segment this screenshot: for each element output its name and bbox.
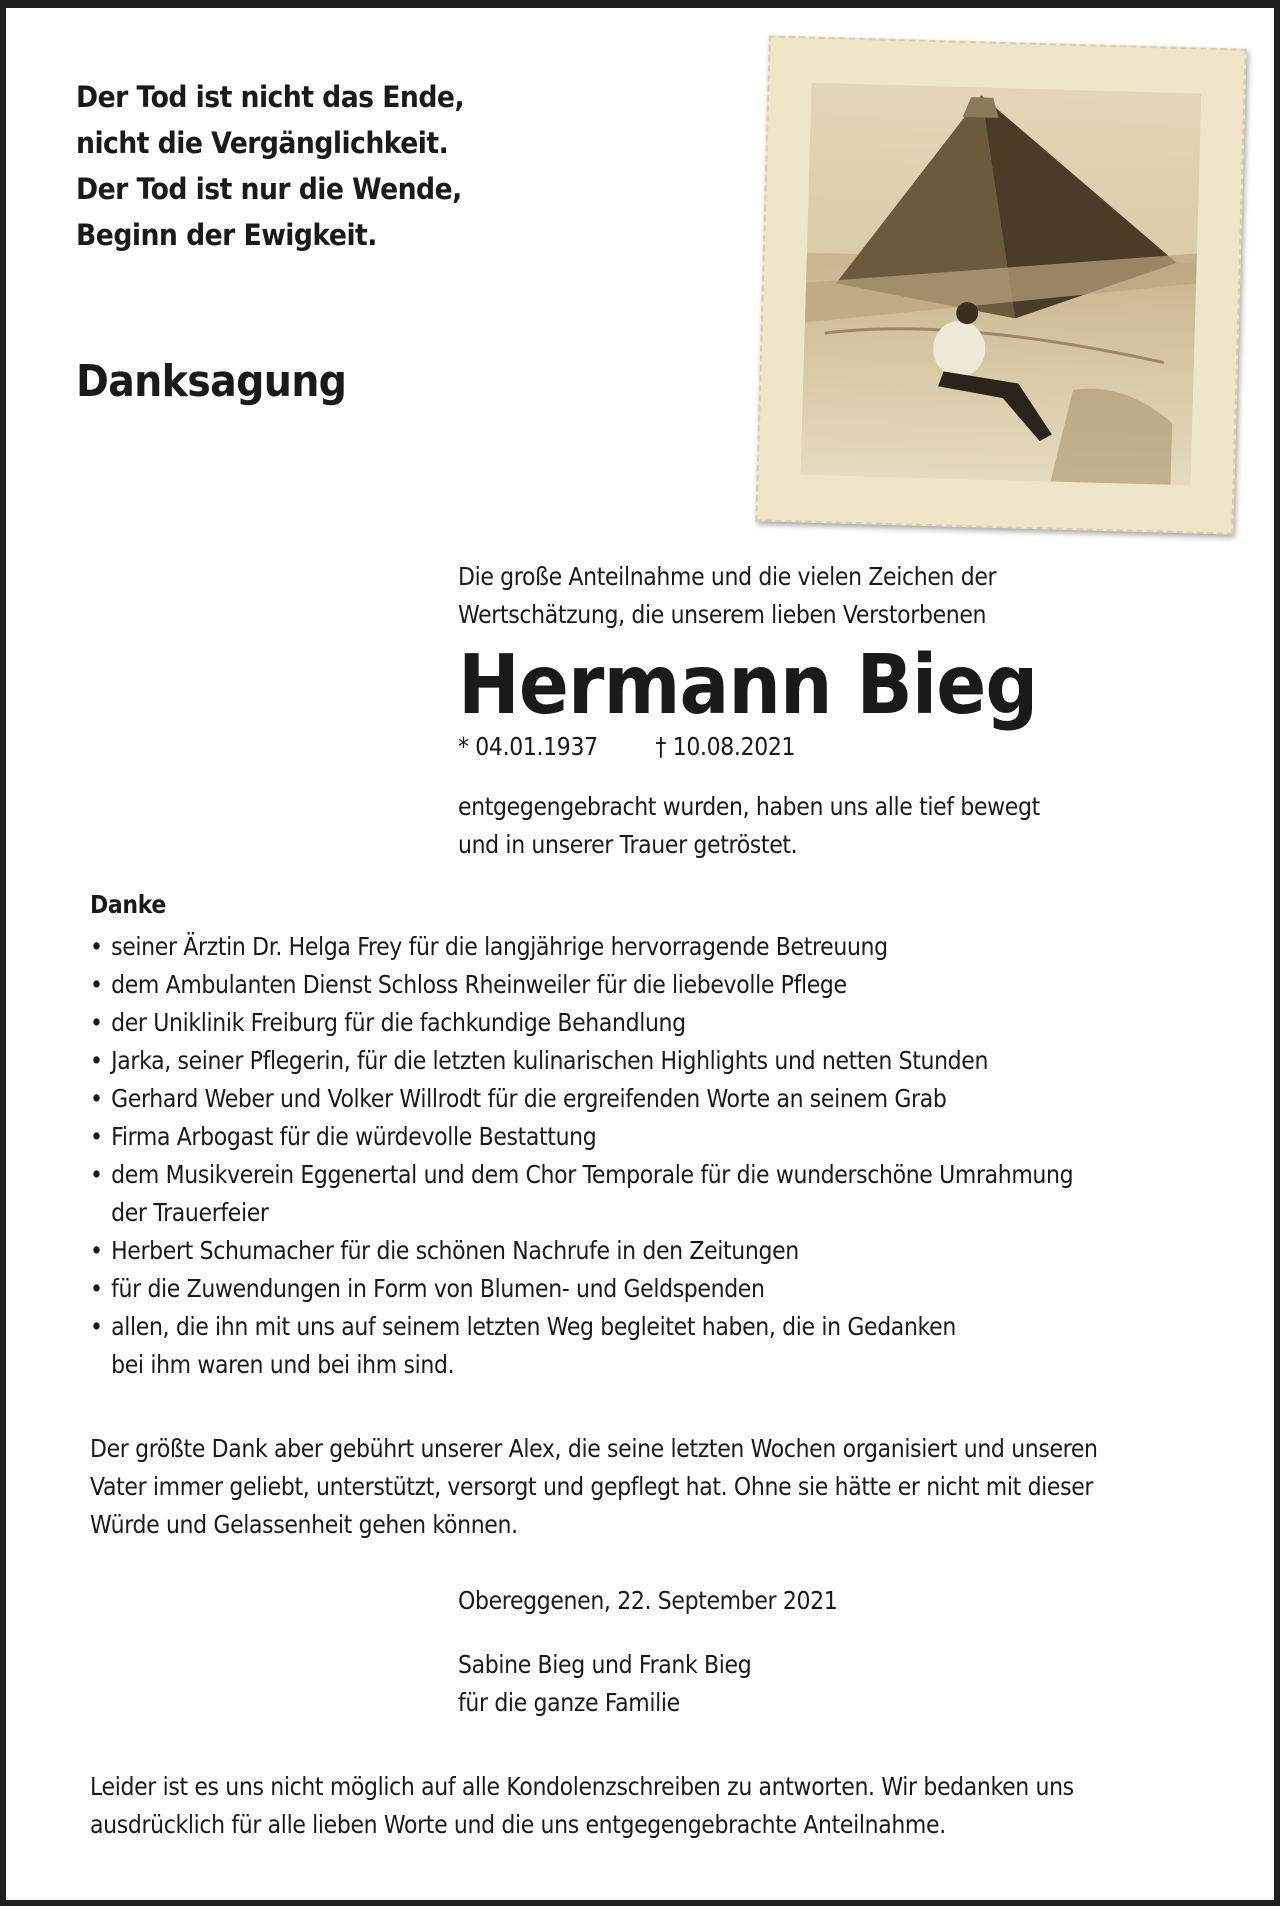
list-item: • Firma Arbogast für die würdevolle Bestattung bbox=[90, 1118, 1073, 1156]
poem bbox=[76, 74, 464, 258]
poem-line: Der Tod ist nur die Wende, bbox=[76, 172, 462, 206]
place-date: Obereggenen, 22. September 2021 bbox=[458, 1586, 838, 1615]
list-item: • allen, die ihn mit uns auf seinem letzten Weg begleitet haben, die in Gedanken bei ihm waren und bei ihm sind. bbox=[90, 1308, 1073, 1384]
outro-text bbox=[458, 788, 1040, 864]
heading-danksagung: Danksagung bbox=[76, 356, 347, 407]
gratitude-paragraph: Der größte Dank aber gebührt unserer Alex, die seine letzten Wochen organisiert und unseren Vater immer geliebt, unterstützt, versorgt und gepflegt hat. Ohne sie hätte er nicht mit dieser Würde und Gelassenheit gehen können. bbox=[90, 1434, 1098, 1539]
death-date: † 10.08.2021 bbox=[655, 732, 796, 761]
list-item: • der Uniklinik Freiburg für die fachkundige Behandlung bbox=[90, 1004, 1073, 1042]
list-item: • seiner Ärztin Dr. Helga Frey für die langjährige hervorragende Betreuung bbox=[90, 928, 1073, 966]
poem-line: Der Tod ist nicht das Ende, bbox=[76, 80, 465, 114]
list-item: • Gerhard Weber und Volker Willrodt für die ergreifenden Worte an seinem Grab bbox=[90, 1080, 1073, 1118]
list-item: • dem Musikverein Eggenertal und dem Chor Temporale für die wunderschöne Umrahmung der Trauerfeier bbox=[90, 1156, 1073, 1232]
danke-heading: Danke bbox=[90, 890, 166, 919]
list-item: • für die Zuwendungen in Form von Blumen- und Geldspenden bbox=[90, 1270, 1073, 1308]
outro-line: und in unserer Trauer getröstet. bbox=[458, 830, 798, 859]
list-item: • Jarka, seiner Pflegerin, für die letzten kulinarischen Highlights und netten Stunden bbox=[90, 1042, 1073, 1080]
birth-date: * 04.01.1937 bbox=[458, 732, 598, 761]
intro-line: Wertschätzung, die unserem lieben Verstorbenen bbox=[458, 600, 987, 629]
outro-line: entgegengebracht wurden, haben uns alle tief bewegt bbox=[458, 792, 1040, 821]
list-item: • dem Ambulanten Dienst Schloss Rheinweiler für die liebevolle Pflege bbox=[90, 966, 1073, 1004]
intro-line: Die große Anteilnahme und die vielen Zeichen der bbox=[458, 562, 997, 591]
thanks-list bbox=[90, 928, 1073, 1384]
signature: Sabine Bieg und Frank Bieg für die ganze Familie bbox=[458, 1650, 752, 1717]
life-dates bbox=[458, 728, 795, 766]
memorial-photo bbox=[755, 35, 1246, 534]
poem-line: nicht die Vergänglichkeit. bbox=[76, 126, 449, 160]
closing-note: Leider ist es uns nicht möglich auf alle Kondolenzschreiben zu antworten. Wir bedanken uns ausdrücklich für alle lieben Worte und die uns entgegengebrachte Anteilnahme. bbox=[90, 1772, 1074, 1839]
pyramid-photo-image bbox=[801, 83, 1202, 486]
list-item: • Herbert Schumacher für die schönen Nachrufe in den Zeitungen bbox=[90, 1232, 1073, 1270]
intro-text bbox=[458, 558, 996, 634]
deceased-name: Hermann Bieg bbox=[458, 638, 1038, 733]
poem-line: Beginn der Ewigkeit. bbox=[76, 218, 377, 252]
